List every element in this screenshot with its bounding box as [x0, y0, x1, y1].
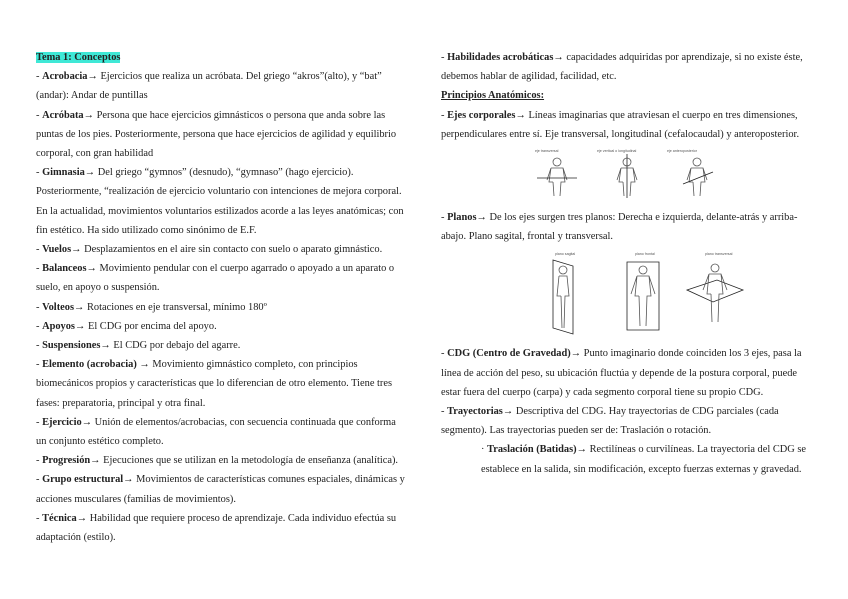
arrow: →: [81, 416, 93, 428]
arrow: →: [576, 444, 588, 456]
def-text: Rotaciones en eje transversal, mínimo 180º: [84, 301, 267, 313]
ejes-figure: [441, 148, 813, 200]
plane-label-1: plano sagital: [555, 252, 576, 257]
body-axes-illustration: [527, 148, 727, 200]
principios-heading: [441, 86, 813, 105]
plane-label-3: plano transversal: [705, 252, 733, 257]
def-trayectorias: - Trayectorias→ Descriptiva del CDG. Hay trayectorias de CDG parciales (cada segmento). Las trayectorias pueden ser de: Traslación o rotación.: [441, 406, 779, 437]
def-text: Persona que hace ejercicios gimnásticos o persona que anda sobre las puntas de los pies. Posteriormente, persona que hace ejercicios de agilidad y equilibrio corporal, con gran habilidad: [36, 109, 397, 160]
term: Trayectorias: [447, 406, 503, 418]
arrow: →: [100, 340, 111, 352]
def-text: De los ejes surgen tres planos: Derecha e izquierda, delante-atrás y arriba-abajo. Plano sagital, frontal y transversal.: [441, 212, 798, 243]
def-cdg: - CDG (Centro de Gravedad)→ Punto imaginario donde coinciden los 3 ejes, pasa la línea de acción del peso, su ubicación fluctúa y depende de la postura corporal, puede estar fuera del cuerpo (carpa) y cada segmento corporal tiene su propio CDG.: [441, 348, 802, 398]
def-text: Punto imaginario donde coinciden los 3 ejes, pasa la línea de acción del peso, su ubicación fluctúa y depende de la postura corporal, puede estar fuera del cuerpo (carpa) y cada segmento corporal tiene su propio CDG.: [441, 348, 802, 398]
arrow: →: [570, 348, 582, 360]
definition-item: - Acrobacia→ Ejercicios que realiza un acróbata. Del griego “akros”(alto), y “bat” (andar): Andar de puntillas: [36, 71, 382, 102]
arrow: →: [90, 455, 101, 467]
title-line: [36, 48, 408, 67]
arrow: →: [87, 71, 98, 83]
definition-item: - Suspensiones→ El CDG por debajo del agarre.: [36, 340, 241, 352]
def-text: Líneas imaginarias que atraviesan el cuerpo en tres dimensiones, perpendiculares entre sí. Eje transversal, longitudinal (cefalocaudal) y anteroposterior.: [441, 109, 800, 140]
arrow: →: [74, 320, 86, 332]
def-text: Del griego “gymnos” (desnudo), “gymnaso” (hago ejercicio). Posteriormente, “realización de ejercicio voluntario con intenciones de mejora corporal. En la actualidad, movimientos voluntarios estilizados acorde a las leyes anatómicas; con fin estético. Ha sido utilizado como sinónimo de E.F.: [36, 167, 404, 236]
planos-figure: [441, 250, 813, 336]
term: Gimnasia: [42, 167, 85, 179]
arrow: →: [74, 301, 85, 313]
definition-item: - Vuelos→ Desplazamientos en el aire sin contacto con suelo o aparato gimnástico.: [36, 244, 383, 256]
arrow: →: [76, 512, 88, 524]
definition-item: - Acróbata→ Persona que hace ejercicios gimnásticos o persona que anda sobre las puntas de los pies. Posteriormente, persona que hace ejercicios de agilidad y equilibrio corporal, con gran habilidad: [36, 109, 397, 160]
term: Técnica: [42, 512, 77, 524]
term: Volteos: [42, 301, 75, 313]
def-traslacion: · Traslación (Batidas)→ Rectilíneas o curvilíneas. La trayectoria del CDG se establece en la salida, sin modificación, excepto fuerzas externas y gravedad.: [481, 444, 807, 475]
arrow: →: [553, 52, 564, 63]
definition-item: - Ejercicio→ Unión de elementos/acrobacias, con secuencia continuada que conforma un conjunto estético completo.: [36, 416, 396, 448]
term: Acrobacia: [42, 71, 88, 83]
def-text: Unión de elementos/acrobacias, con secuencia continuada que conforma un conjunto estético completo.: [36, 416, 396, 448]
def-planos: - Planos→ De los ejes surgen tres planos: Derecha e izquierda, delante-atrás y arriba-abajo. Plano sagital, frontal y transversal.: [441, 212, 798, 243]
term: Acróbata: [42, 109, 84, 121]
term: Planos: [447, 212, 477, 224]
term: Progresión: [42, 455, 91, 467]
term: CDG (Centro de Gravedad): [447, 348, 571, 360]
principios-title: Principios Anatómicos:: [441, 90, 545, 102]
definition-item: - Técnica→ Habilidad que requiere proceso de aprendizaje. Cada individuo efectúa su adaptación (estilo).: [36, 512, 397, 544]
definition-list: [36, 67, 408, 547]
term: Balanceos: [42, 263, 87, 275]
arrow: →: [476, 212, 487, 224]
def-text: Ejecuciones que se utilizan en la metodología de enseñanza (analítica).: [100, 455, 399, 467]
term: Grupo estructural: [42, 474, 124, 486]
term: Ejes corporales: [447, 109, 516, 121]
definition-item: - Apoyos→ El CDG por encima del apoyo.: [36, 320, 217, 332]
left-column: [36, 48, 408, 547]
term: Elemento (acrobacia): [42, 359, 140, 371]
arrow: →: [83, 109, 95, 121]
def-text: Descriptiva del CDG. Hay trayectorias de CDG parciales (cada segmento). Las trayectorias pueden ser de: Traslación o rotación.: [441, 406, 779, 437]
definition-item: - Progresión→ Ejecuciones que se utilizan en la metodología de enseñanza (analítica).: [36, 455, 399, 467]
def-text: Movimientos de características comunes espaciales, dinámicas y acciones musculares (familias de movimientos).: [36, 474, 405, 505]
def-text: Desplazamientos en el aire sin contacto con suelo o aparato gimnástico.: [81, 244, 383, 256]
term: Habilidades acrobáticas: [447, 52, 554, 63]
definition-item: - Gimnasia→ Del griego “gymnos” (desnudo), “gymnaso” (hago ejercicio). Posteriormente, “realización de ejercicio voluntario con intenciones de mejora corporal. En la actualidad, movimientos voluntarios estilizados acorde a las leyes anatómicas; con fin estético. Ha sido utilizado como sinónimo de E.F.: [36, 167, 404, 236]
axis-label-2: eje vertical o longitudinal: [597, 149, 637, 154]
right-column: [441, 48, 813, 479]
definition-item: - Volteos→ Rotaciones en eje transversal, mínimo 180º: [36, 301, 267, 313]
def-text: Movimiento gimnástico completo, con principios biomecánicos propios y características que lo diferencian de otro elemento. Tiene tres fases: preparatoria, principal y otra final.: [36, 359, 393, 409]
axis-label-1: eje transversal: [535, 149, 559, 154]
term: Suspensiones: [42, 340, 101, 352]
def-text: Movimiento pendular con el cuerpo agarrado o apoyado a un aparato o suelo, en apoyo o suspensión.: [36, 263, 395, 294]
term: Apoyos: [42, 320, 75, 332]
def-ejes: - Ejes corporales→ Líneas imaginarias que atraviesan el cuerpo en tres dimensiones, perpendiculares entre sí. Eje transversal, longitudinal (cefalocaudal) y anteroposterior.: [441, 109, 800, 140]
arrow: →: [84, 167, 96, 179]
def-text: El CDG por encima del apoyo.: [85, 320, 217, 332]
arrow: →: [515, 109, 526, 121]
arrow: →: [71, 244, 82, 256]
arrow: →: [123, 474, 134, 486]
term: Traslación (Batidas): [487, 444, 577, 456]
body-planes-illustration: [507, 250, 747, 336]
definition-item: - Balanceos→ Movimiento pendular con el cuerpo agarrado o apoyado a un aparato o suelo, en apoyo o suspensión.: [36, 263, 395, 294]
plane-label-2: plano frontal: [635, 252, 655, 257]
def-text: Habilidad que requiere proceso de aprendizaje. Cada individuo efectúa su adaptación (estilo).: [36, 512, 397, 544]
arrow: →: [139, 359, 150, 371]
section-title: Tema 1: Conceptos: [36, 52, 121, 63]
definition-item: - Elemento (acrobacia) → Movimiento gimnástico completo, con principios biomecánicos propios y características que lo diferencian de otro elemento. Tiene tres fases: preparatoria, principal y otra final.: [36, 359, 393, 409]
def-text: Ejercicios que realiza un acróbata. Del griego “akros”(alto), y “bat” (andar): Andar de puntillas: [36, 71, 382, 102]
definition-item: - Grupo estructural→ Movimientos de características comunes espaciales, dinámicas y acciones musculares (familias de movimientos).: [36, 474, 405, 505]
axis-label-3: eje anteroposterior: [667, 149, 697, 154]
def-text: capacidades adquiridas por aprendizaje, si no existe éste, debemos hablar de agilidad, facilidad, etc.: [441, 52, 803, 83]
term: Ejercicio: [42, 416, 82, 428]
def-text: Rectilíneas o curvilíneas. La trayectoria del CDG se establece en la salida, sin modificación, excepto fuerzas externas y gravedad.: [481, 444, 807, 475]
arrow: →: [502, 406, 514, 418]
term: Vuelos: [42, 244, 72, 256]
def-text: El CDG por debajo del agarre.: [110, 340, 241, 352]
arrow: →: [86, 263, 97, 275]
def-habilidades: - Habilidades acrobáticas→ capacidades adquiridas por aprendizaje, si no existe éste, debemos hablar de agilidad, facilidad, etc.: [441, 52, 803, 83]
